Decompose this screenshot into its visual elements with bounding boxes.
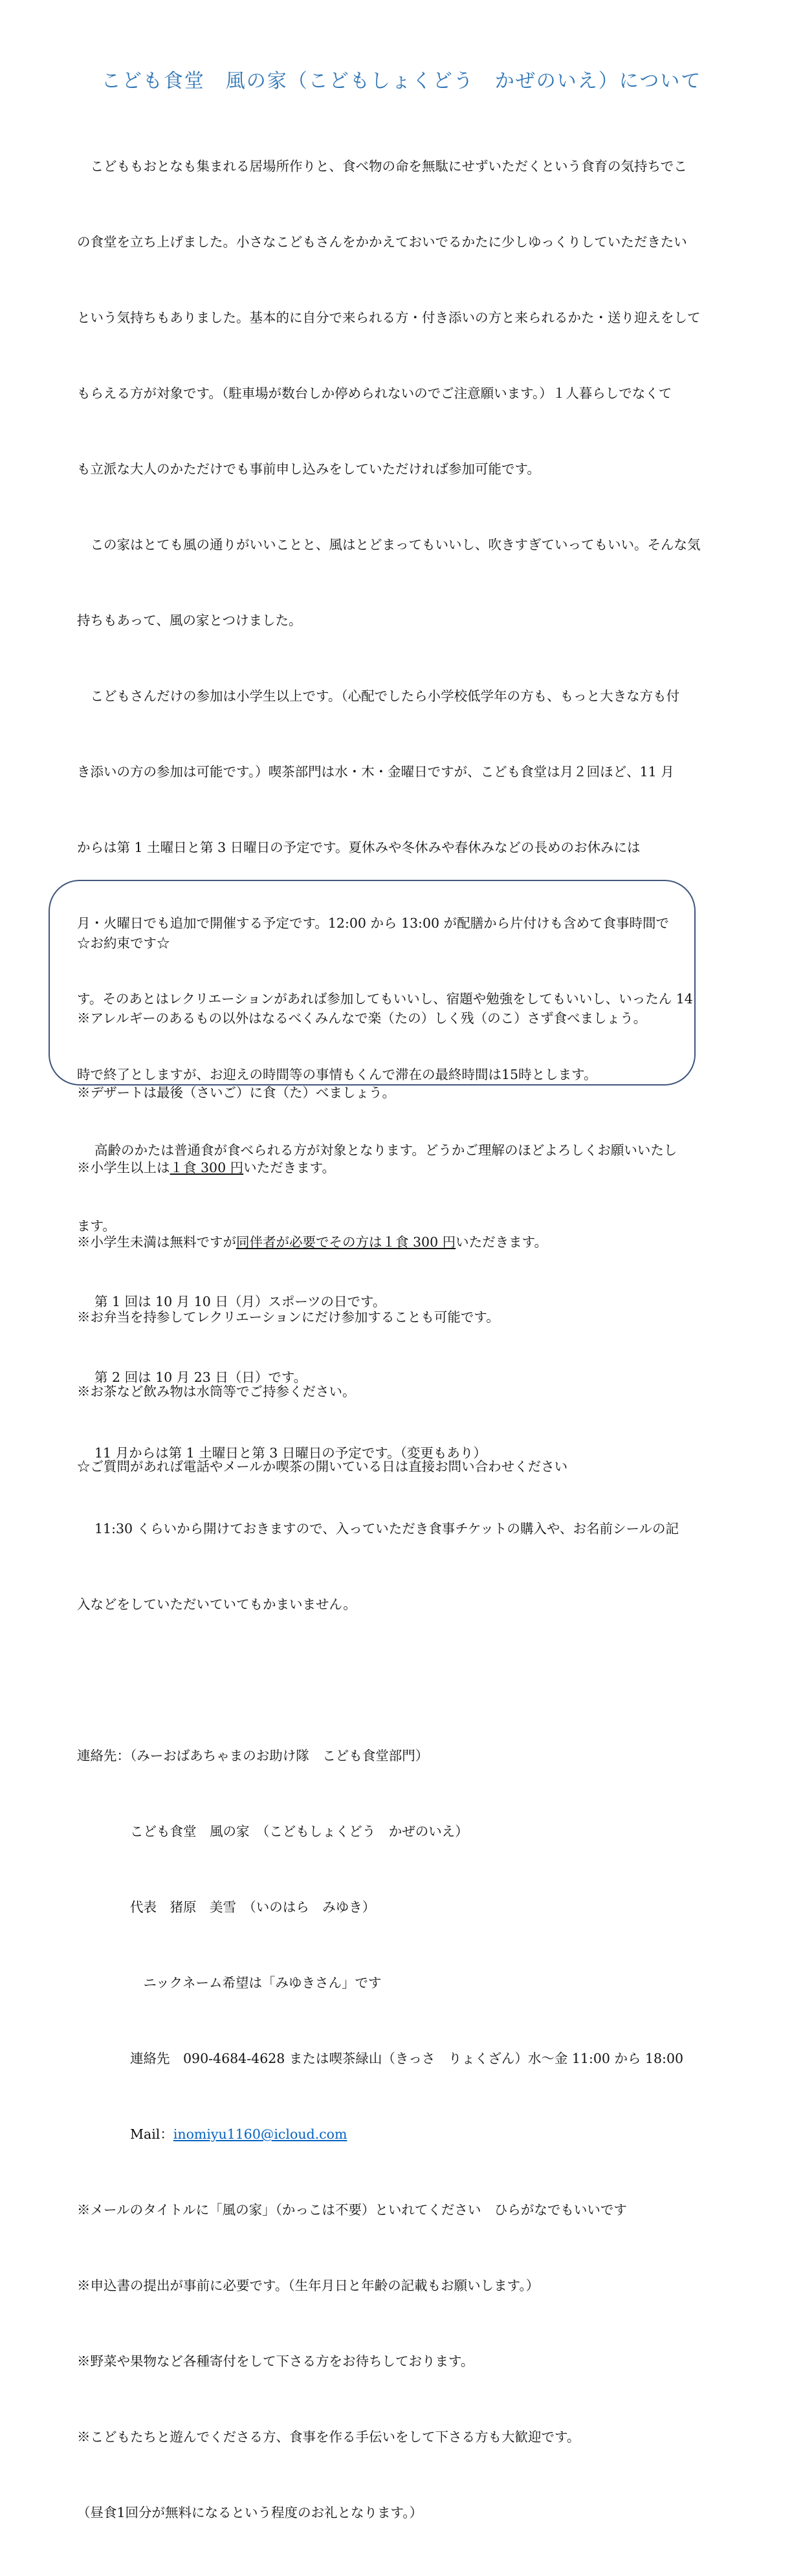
- intro-line: 持ちもあって、風の家とつけました。: [77, 613, 302, 628]
- rules-list: [77, 881, 711, 1529]
- contact-nickname: ニックネーム希望は「みゆきさん」です: [77, 1975, 382, 1991]
- intro-line: す。そのあとはレクリエーションがあれば参加してもいいし、宿題や勉強をしてもいいし、いったん 14: [77, 991, 693, 1007]
- rule-item: ☆ご質問があれば電話やメールか喫茶の開いている日は直接お問い合わせください: [77, 1458, 568, 1474]
- contact-mail-line: [77, 2122, 743, 2147]
- intro-line: 11:30 くらいから開けておきますので、入っていただき食事チケットの購入や、お名前シールの記: [77, 1521, 679, 1536]
- contact-heading: 連絡先：（みーおばあちゃまのお助け隊 こども食堂部門）: [77, 1748, 429, 1763]
- note-line: （昼食1回分が無料になるという程度のお礼となります。）: [77, 2505, 423, 2520]
- intro-line: この家はとても風の通りがいいことと、風はとどまってもいいし、吹きすぎていってもいい。そんな気: [77, 537, 701, 552]
- intro-line: 入などをしていただいていてもかまいません。: [77, 1597, 357, 1612]
- contact-representative: 代表 猪原 美雪 （いのはら みゆき）: [77, 1899, 376, 1915]
- schedule-line: 第 1 回は 10 月 10 日（月）スポーツの日です。: [77, 1294, 386, 1309]
- rules-heading: ☆お約束です☆: [77, 935, 170, 951]
- rule-item: ※アレルギーのあるもの以外はなるべくみんなで楽（たの）しく残（のこ）さず食べましょう。: [77, 1010, 647, 1026]
- rule-text: ※小学生以上は: [77, 1159, 170, 1175]
- rule-text: いただきます。: [243, 1159, 336, 1175]
- contact-phone: 連絡先 090-4684-4628 または喫茶緑山（きっさ りょくざん）水～金 11:00 から 18:00: [77, 2051, 684, 2066]
- intro-line: ます。: [77, 1218, 116, 1234]
- note-line: ※野菜や果物など各種寄付をして下さる方をお待ちしております。: [77, 2353, 474, 2369]
- intro-line: も立派な大人のかただけでも事前申し込みをしていただければ参加可能です。: [77, 461, 540, 477]
- page-title: こども食堂 風の家（こどもしょくどう かぜのいえ）について: [101, 70, 702, 93]
- contact-name: こども食堂 風の家 （こどもしょくどう かぜのいえ）: [77, 1824, 468, 1839]
- intro-line: き添いの方の参加は可能です。）喫茶部門は水・木・金曜日ですが、こども食堂は月２回ほど、11 月: [77, 764, 674, 780]
- rule-item: ※デザートは最後（さいご）に食（た）べましょう。: [77, 1085, 395, 1100]
- intro-line: の食堂を立ち上げました。小さなこどもさんをかかえておいでるかたに少しゆっくりしていただきたい: [77, 234, 687, 250]
- email-link[interactable]: inomiyu1160@icloud.com: [173, 2126, 347, 2142]
- intro-line: という気持ちもありました。基本的に自分で来られる方・付き添いの方と来られるかた・送り迎えをして: [77, 310, 701, 325]
- intro-line: もらえる方が対象です。（駐車場が数台しか停められないのでご注意願います。）１人暮らしでなくて: [77, 386, 672, 401]
- intro-line: 時で終了としますが、お迎えの時間等の事情もくんで滞在の最終時間は15時とします。: [77, 1067, 597, 1082]
- schedule-line: 11 月からは第 1 土曜日と第 3 日曜日の予定です。（変更もあり）: [77, 1445, 487, 1461]
- rule-item: [77, 1155, 711, 1181]
- note-line: ※申込書の提出が事前に必要です。（生年月日と年齢の記載もお願いします。）: [77, 2278, 540, 2293]
- intro-line: からは第 1 土曜日と第 3 日曜日の予定です。夏休みや冬休みや春休みなどの長めのお休みには: [77, 840, 641, 855]
- rule-item: ※お茶など飲み物は水筒等でご持参ください。: [77, 1384, 356, 1399]
- intro-line: 高齢のかたは普通食が食べられる方が対象となります。どうかご理解のほどよろしくお願いいたし: [77, 1142, 677, 1158]
- note-line: ※メールのタイトルに「風の家」（かっこは不要）といれてください ひらがなでもいいです: [77, 2202, 627, 2218]
- rule-item: ※お弁当を持参してレクリエーションにだけ参加することも可能です。: [77, 1309, 500, 1325]
- blank-line: [77, 1668, 743, 1693]
- price-underlined: １食 300 円: [170, 1159, 244, 1175]
- rule-text: いただきます。: [456, 1234, 548, 1250]
- companion-underlined: 同伴者が必要でその方は１食 300 円: [236, 1234, 456, 1250]
- rule-item: [77, 1230, 711, 1255]
- intro-line: こどもさんだけの参加は小学生以上です。（心配でしたら小学校低学年の方も、もっと大きな方も付: [77, 688, 680, 704]
- mail-label: Mail：: [77, 2126, 173, 2142]
- note-line: ※こどもたちと遊んでくださる方、食事を作る手伝いをして下さる方も大歓迎です。: [77, 2429, 580, 2445]
- rule-text: ※小学生未満は無料ですが: [77, 1234, 236, 1250]
- intro-line: 月・火曜日でも追加で開催する予定です。12:00 から 13:00 が配膳から片付けも含めて食事時間で: [77, 915, 670, 931]
- intro-line: こどももおとなも集まれる居場所作りと、食べ物の命を無駄にせずいただくという食育の気持ちでこ: [77, 158, 687, 174]
- schedule-line: 第 2 回は 10 月 23 日（日）です。: [77, 1370, 307, 1385]
